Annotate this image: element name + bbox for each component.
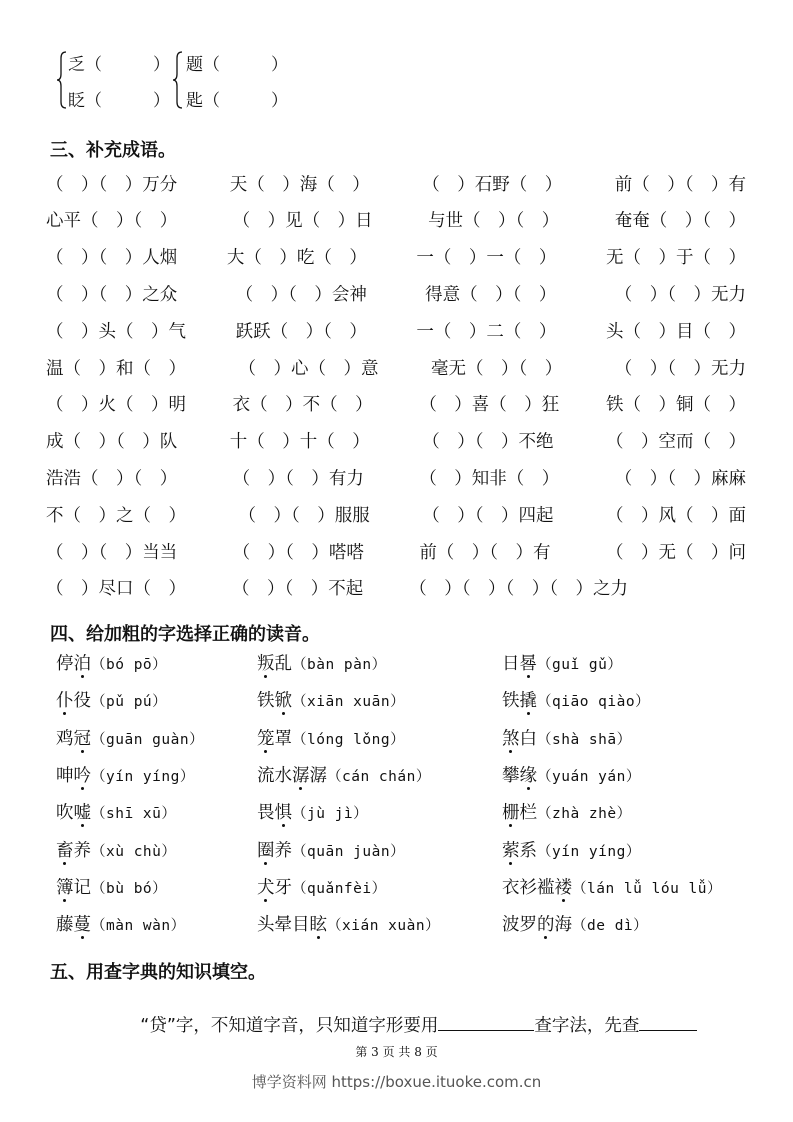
idiom-item: （ ）风（ ）面 <box>606 505 746 526</box>
idiom-item: （ ）空而（ ） <box>606 432 746 453</box>
idiom-row <box>46 462 746 492</box>
idiom-item: （ ）喜（ ）狂 <box>419 395 560 416</box>
idiom-item: （ ）（ ）四起 <box>422 505 554 526</box>
pronunciation-item <box>56 799 176 824</box>
pinyin-options[interactable]: （pǔ pú） <box>91 694 168 711</box>
idiom-item: 成（ ）（ ）队 <box>46 432 178 453</box>
idiom-row <box>46 426 746 456</box>
pinyin-options[interactable]: （bó pō） <box>91 657 168 673</box>
idiom-row <box>46 205 746 235</box>
emphasis-dot-icon <box>63 712 66 715</box>
idiom-item: 前（ ）（ ）有 <box>614 174 746 195</box>
emphasis-dot-icon <box>509 824 512 827</box>
pinyin-options[interactable]: （lán lǚ lóu lǚ） <box>572 880 722 897</box>
idiom-item: 浩浩（ ）（ ） <box>46 468 178 489</box>
target-word: 簿记 <box>56 878 91 898</box>
pronunciation-item <box>502 762 641 787</box>
target-word: 鸡冠 <box>56 729 91 749</box>
pinyin-options[interactable]: （yín yíng） <box>537 843 641 860</box>
pinyin-options[interactable]: （yín yíng） <box>91 768 195 785</box>
emphasis-dot-icon <box>81 936 84 939</box>
pinyin-options[interactable]: （bù bó） <box>91 880 168 897</box>
bracket-item: 题（ ） <box>186 55 288 75</box>
target-word: 栅栏 <box>502 803 537 823</box>
idiom-item: 前（ ）（ ）有 <box>419 542 551 563</box>
left-brace-icon <box>172 50 184 110</box>
section-title: 四、给加粗的字选择正确的读音。 <box>50 624 320 645</box>
idiom-row <box>46 352 746 382</box>
answer-blank[interactable] <box>639 1014 697 1031</box>
emphasis-dot-icon <box>527 787 530 790</box>
target-word: 停泊 <box>56 654 91 674</box>
idiom-row <box>46 168 746 198</box>
pronunciation-item <box>257 799 368 824</box>
idiom-item: 温（ ）和（ ） <box>46 358 186 379</box>
idiom-item: 毫无（ ）（ ） <box>431 358 563 379</box>
pronunciation-item <box>502 650 622 675</box>
pronunciation-item <box>56 837 176 862</box>
emphasis-dot-icon <box>527 675 530 678</box>
emphasis-dot-icon <box>299 787 302 790</box>
emphasis-dot-icon <box>81 787 84 790</box>
target-word: 圈养 <box>257 841 292 861</box>
idiom-item: （ ）无（ ）问 <box>605 542 746 563</box>
emphasis-dot-icon <box>63 862 66 865</box>
pronunciation-item <box>502 911 648 936</box>
target-word: 铁撬 <box>502 691 537 711</box>
pinyin-options[interactable]: （lóng lǒng） <box>292 731 406 748</box>
idiom-row <box>46 389 746 419</box>
pronunciation-item <box>56 874 167 899</box>
pinyin-options[interactable]: （guān guàn） <box>91 731 205 748</box>
sentence-text: 查字法，先查 <box>534 1016 640 1036</box>
emphasis-dot-icon <box>562 899 565 902</box>
idiom-item: （ ）石野（ ） <box>422 174 563 195</box>
pinyin-options[interactable]: （de dì） <box>572 918 649 935</box>
target-word: 呻吟 <box>56 766 91 786</box>
target-word: 头晕目眩 <box>257 915 327 935</box>
idiom-item: 与世（ ）（ ） <box>428 211 560 232</box>
idiom-item: （ ）火（ ）明 <box>46 395 186 416</box>
pinyin-options[interactable]: （cán chán） <box>327 768 431 785</box>
idiom-item: （ ）（ ）万分 <box>46 174 178 195</box>
sentence-text: “贷”字，不知道字音，只知道字形要用 <box>140 1016 439 1036</box>
pinyin-options[interactable]: （xiān xuān） <box>292 694 406 711</box>
pronunciation-item <box>56 687 167 712</box>
target-word: 萦系 <box>502 841 537 861</box>
idiom-item: （ ）尽口（ ） <box>46 579 186 600</box>
idiom-item: 心平（ ）（ ） <box>46 211 178 232</box>
idiom-item: 不（ ）之（ ） <box>46 505 186 526</box>
idiom-row <box>46 242 746 272</box>
emphasis-dot-icon <box>264 899 267 902</box>
emphasis-dot-icon <box>63 899 66 902</box>
pronunciation-item <box>257 911 440 936</box>
pronunciation-item <box>502 874 722 899</box>
pinyin-options[interactable]: （guǐ gǔ） <box>537 657 623 673</box>
pronunciation-item <box>502 725 632 750</box>
idiom-row <box>46 499 746 529</box>
section-title: 三、补充成语。 <box>50 140 176 161</box>
pinyin-options[interactable]: （quān juàn） <box>292 843 406 860</box>
idiom-row <box>46 573 746 603</box>
pinyin-options[interactable]: （jù jì） <box>292 806 369 823</box>
idiom-item: 得意（ ）（ ） <box>425 284 557 305</box>
bracket-group <box>52 48 352 114</box>
idiom-item: （ ）（ ）无力 <box>614 358 746 379</box>
pinyin-options[interactable]: （shà shā） <box>537 731 632 748</box>
emphasis-dot-icon <box>81 675 84 678</box>
emphasis-dot-icon <box>264 862 267 865</box>
pronunciation-item <box>257 837 405 862</box>
pinyin-options[interactable]: （xián xuàn） <box>327 918 441 935</box>
answer-blank[interactable] <box>438 1014 534 1031</box>
idiom-item: （ ）（ ）无力 <box>614 284 746 305</box>
pinyin-options[interactable]: （bàn pàn） <box>292 657 387 673</box>
target-word: 犬牙 <box>257 878 292 898</box>
idiom-item: （ ）（ ）（ ）（ ）之力 <box>409 579 628 600</box>
idiom-item: （ ）知非（ ） <box>419 468 560 489</box>
pronunciation-item <box>257 650 387 675</box>
pronunciation-item <box>56 650 167 675</box>
idiom-item: 十（ ）十（ ） <box>229 432 370 453</box>
emphasis-dot-icon <box>81 750 84 753</box>
idiom-item: 天（ ）海（ ） <box>229 174 370 195</box>
pronunciation-item <box>257 762 431 787</box>
idiom-row <box>46 278 746 308</box>
idiom-item: （ ）（ ）不起 <box>232 579 364 600</box>
target-word: 吹嘘 <box>56 803 91 823</box>
target-word: 攀缘 <box>502 766 537 786</box>
emphasis-dot-icon <box>81 824 84 827</box>
idiom-item: 铁（ ）铜（ ） <box>605 395 746 416</box>
idiom-item: （ ）（ ）当当 <box>46 542 178 563</box>
idiom-item: （ ）见（ ）日 <box>232 211 373 232</box>
idiom-item: 无（ ）于（ ） <box>605 248 746 269</box>
pinyin-options[interactable]: （shī xū） <box>91 806 177 823</box>
pinyin-options[interactable]: （zhà zhè） <box>537 806 632 823</box>
pronunciation-item <box>56 725 204 750</box>
target-word: 衣衫褴褛 <box>502 878 572 898</box>
idiom-item: （ ）（ ）服服 <box>238 505 370 526</box>
idiom-item: 衣（ ）不（ ） <box>232 395 373 416</box>
emphasis-dot-icon <box>509 750 512 753</box>
emphasis-dot-icon <box>509 862 512 865</box>
emphasis-dot-icon <box>527 712 530 715</box>
left-brace-icon <box>56 50 68 110</box>
idiom-item: （ ）（ ）人烟 <box>46 248 178 269</box>
target-word: 笼罩 <box>257 729 292 749</box>
idiom-item: 大（ ）吃（ ） <box>226 248 367 269</box>
bracket-item: 眨（ ） <box>68 91 170 111</box>
idiom-item: （ ）（ ）之众 <box>46 284 178 305</box>
page-number: 第 3 页 共 8 页 <box>355 1045 438 1059</box>
target-word: 波罗的海 <box>502 915 572 935</box>
target-word: 流水潺潺 <box>257 766 327 786</box>
idiom-item: 跃跃（ ）（ ） <box>235 321 367 342</box>
pronunciation-item <box>502 837 641 862</box>
pinyin-options[interactable]: （xù chù） <box>91 843 177 860</box>
pronunciation-item <box>502 687 650 712</box>
footer-watermark: 博学资料网 https://boxue.ituoke.com.cn <box>251 1073 542 1091</box>
idiom-item: （ ）（ ）嗒嗒 <box>232 542 364 563</box>
target-word: 畏惧 <box>257 803 292 823</box>
emphasis-dot-icon <box>317 936 320 939</box>
emphasis-dot-icon <box>282 712 285 715</box>
idiom-item: （ ）（ ）有力 <box>232 468 364 489</box>
target-word: 铁锨 <box>257 691 292 711</box>
idiom-item: （ ）（ ）麻麻 <box>614 468 746 489</box>
section-title: 五、用查字典的知识填空。 <box>50 962 266 983</box>
emphasis-dot-icon <box>544 936 547 939</box>
pinyin-options[interactable]: （yuán yán） <box>537 768 641 785</box>
pronunciation-item <box>56 911 186 936</box>
pronunciation-item <box>257 874 387 899</box>
idiom-item: （ ）（ ）会神 <box>235 284 367 305</box>
idiom-item: （ ）（ ）不绝 <box>422 432 554 453</box>
pronunciation-item <box>502 799 632 824</box>
emphasis-dot-icon <box>282 824 285 827</box>
bracket-item: 乏（ ） <box>68 55 170 75</box>
pronunciation-item <box>56 762 195 787</box>
target-word: 煞白 <box>502 729 537 749</box>
target-word: 畜养 <box>56 841 91 861</box>
pinyin-options[interactable]: （quǎnfèi） <box>292 880 387 897</box>
idiom-item: 奄奄（ ）（ ） <box>614 211 746 232</box>
idiom-row <box>46 315 746 345</box>
target-word: 日晷 <box>502 654 537 674</box>
pronunciation-item <box>257 725 405 750</box>
bracket-item: 匙（ ） <box>186 91 288 111</box>
pinyin-options[interactable]: （qiāo qiào） <box>537 694 651 711</box>
emphasis-dot-icon <box>264 675 267 678</box>
target-word: 仆役 <box>56 691 91 711</box>
emphasis-dot-icon <box>264 750 267 753</box>
target-word: 藤蔓 <box>56 915 91 935</box>
pinyin-options[interactable]: （màn wàn） <box>91 918 186 935</box>
idiom-item: 一（ ）二（ ） <box>416 321 557 342</box>
idiom-item: 一（ ）一（ ） <box>416 248 557 269</box>
idiom-item: （ ）心（ ）意 <box>238 358 379 379</box>
target-word: 叛乱 <box>257 654 292 674</box>
idiom-item: （ ）头（ ）气 <box>46 321 186 342</box>
idiom-item: 头（ ）目（ ） <box>605 321 746 342</box>
pronunciation-item <box>257 687 405 712</box>
idiom-row <box>46 536 746 566</box>
